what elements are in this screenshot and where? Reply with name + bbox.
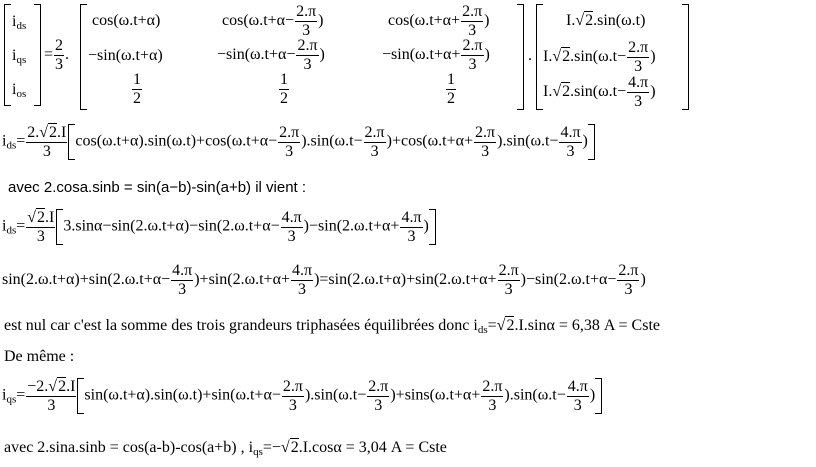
- rhs-bracket-left: [536, 4, 543, 110]
- rhs-r3: I.√2.sin(ω.t− $\frac{4.\pi}{3}$ ): [543, 74, 656, 110]
- matrix-r1c1: cos(ω.t+α): [92, 12, 161, 29]
- matrix-dot: .: [528, 47, 532, 64]
- equation-sum-zero: sin(2.ω.t+α)+sin(2.ω.t+α− $\frac{4.\pi}{3}$ )+sin(2.ω.t+α+ $\frac{4.\pi}{3}$ )=sin(2.ω.t+α)+sin(2.ω.t+α+ $\frac{2.\pi}{3}$ )−sin(2.ω.t+α− $\frac{2.\pi}{3}$ ): [2, 262, 646, 298]
- matrix-r3c2: $\frac{1}{2}$: [280, 71, 288, 107]
- matrix-r3c1: $\frac{1}{2}$: [133, 71, 141, 107]
- matrix-r2c2: −sin(ω.t+α− $\frac{2.\pi}{3}$ ): [217, 37, 325, 73]
- matrix-r1c2: cos(ω.t+α− $\frac{2.\pi}{3}$ ): [222, 3, 324, 39]
- matrix-r3c3: $\frac{1}{2}$: [447, 71, 455, 107]
- rhs-r1: I.√2.sin(ω.t): [566, 12, 646, 29]
- lhs-ios: $i_{os}$: [12, 81, 27, 100]
- rhs-r2: I.√2.sin(ω.t− $\frac{2.\pi}{3}$ ): [543, 39, 656, 75]
- de-meme-label: De même :: [4, 348, 75, 365]
- matrix-r2c3: −sin(ω.t+α+ $\frac{2.\pi}{3}$ ): [382, 37, 490, 73]
- rhs-bracket-right: [682, 4, 689, 110]
- lhs-bracket-right: [34, 4, 41, 106]
- conclusion-iqs: avec 2.sina.sinb = cos(a-b)-cos(a+b) , $i_{qs}=-√2.I.\cos\alpha = 3,04$ A = Cste: [4, 439, 447, 458]
- equation-iqs-expanded: $i_{qs}=$ $\frac{-2.√2.I}{3}$ sin(ω.t+α).sin(ω.t)+sin(ω.t+α− $\frac{2.\pi}{3}$ ).sin(ω.t− $\frac{2.\pi}{3}$ )+sins(ω.t+α+ $\frac{2.\pi}{3}$ ).sin(ω.t− $\frac{4.\pi}{3}$ ): [2, 378, 602, 414]
- lhs-bracket-left: [4, 4, 11, 106]
- matrix-r1c3: cos(ω.t+α+ $\frac{2.\pi}{3}$ ): [388, 3, 490, 39]
- lhs-iqs: $i_{qs}$: [12, 47, 27, 66]
- matrix-equation: [0, 0, 816, 112]
- conclusion-ids: est nul car c'est la somme des trois grandeurs triphasées équilibrées donc $i_{ds}=√2.I.\sin\alpha = 6,38$ A = Cste: [4, 317, 660, 336]
- lhs-ids: $i_{ds}$: [12, 13, 27, 32]
- coefficient: = $\frac{2}{3}$ .: [44, 37, 70, 73]
- matrix-r2c1: −sin(ω.t+α): [88, 47, 163, 64]
- equation-ids-simplified: $i_{ds}=$ $\frac{√2.I}{3}$ 3.sinα−sin(2.ω.t+α)−sin(2.ω.t+α− $\frac{4.\pi}{3}$ )−sin(2.ω.t+α+ $\frac{4.\pi}{3}$ ): [2, 209, 436, 245]
- matrix-bracket-left: [80, 4, 87, 110]
- identity-cos-sin: avec 2.cosa.sinb = sin(a−b)-sin(a+b) il vient :: [8, 179, 307, 196]
- matrix-bracket-right: [517, 4, 524, 110]
- equation-ids-expanded: $i_{ds}=$ $\frac{2.√2.I}{3}$ cos(ω.t+α).sin(ω.t)+cos(ω.t+α− $\frac{2.\pi}{3}$ ).sin(ω.t− $\frac{2.\pi}{3}$ )+cos(ω.t+α+ $\frac{2.\pi}{3}$ ).sin(ω.t− $\frac{4.\pi}{3}$ ): [2, 124, 595, 160]
